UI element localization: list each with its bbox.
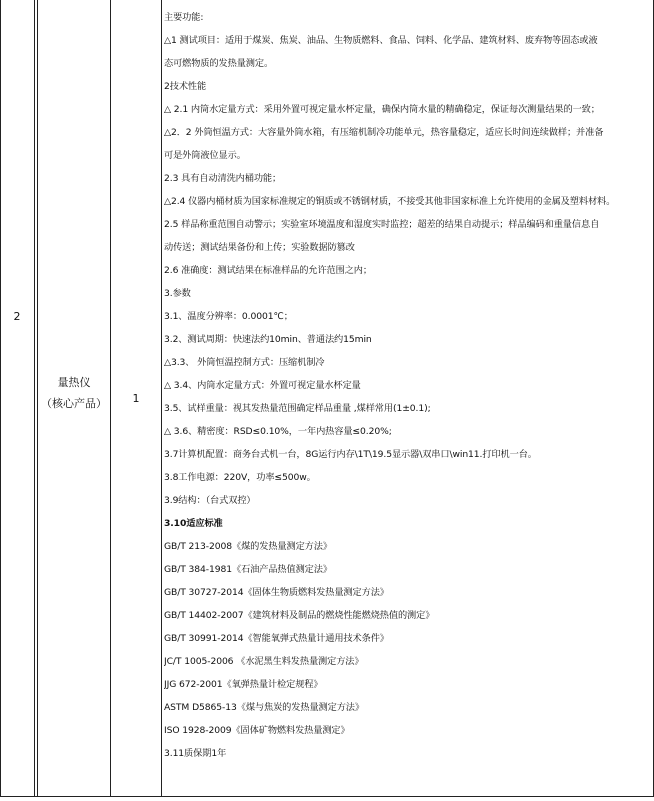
spec-line: GB/T 213-2008《煤的发热量测定方法》 xyxy=(164,541,332,552)
table-border-bottom xyxy=(0,796,654,797)
spec-line: △1 测试项目：适用于煤炭、焦炭、油品、生物质燃料、食品、饲料、化学品、建筑材料、废弃物等固态或液 xyxy=(164,35,598,46)
spec-line: 3.1、温度分辨率：0.0001℃； xyxy=(164,311,293,322)
spec-line: 3.11质保期1年 xyxy=(164,748,227,759)
quantity: 1 xyxy=(132,392,140,405)
spec-line: GB/T 30991-2014《智能氧弹式热量计通用技术条件》 xyxy=(164,633,389,644)
spec-line: △ 3.4、内筒水定量方式：外置可视定量水杯定量 xyxy=(164,380,361,391)
spec-line: 3.8工作电源：220V，功率≤500w。 xyxy=(164,472,316,483)
spec-line: 主要功能: xyxy=(164,12,204,23)
product-name-title: 量热仪 xyxy=(57,376,91,389)
spec-content xyxy=(164,6,652,765)
spec-line: GB/T 384-1981《石油产品热值测定法》 xyxy=(164,564,332,575)
column-divider xyxy=(161,0,162,797)
spec-line: 态可燃物质的发热量测定。 xyxy=(164,58,274,69)
spec-line: △3.3、 外筒恒温控制方式：压缩机制冷 xyxy=(164,357,325,368)
spec-line: 3.10适应标准 xyxy=(164,518,223,529)
spec-line: 3.5、试样重量：视其发热量范围确定样品重量 ,煤样常用(1±0.1); xyxy=(164,403,431,414)
spec-line: 3.参数 xyxy=(164,288,191,299)
spec-line: 2.6 准确度：测试结果在标准样品的允许范围之内； xyxy=(164,265,372,276)
spec-line: 3.7计算机配置：商务台式机一台，8G运行内存\1T\19.5显示器\双串口\win11.打印机一台。 xyxy=(164,449,537,460)
spec-line: △ 3.6、精密度：RSD≤0.10%，一年内热容量≤0.20%; xyxy=(164,426,392,437)
spec-line: ISO 1928-2009《固体矿物燃料发热量测定》 xyxy=(164,725,350,736)
spec-line: 动传送；测试结果备份和上传；实验数据防篡改 xyxy=(164,242,355,253)
spec-line: GB/T 14402-2007《建筑材料及制品的燃烧性能燃烧热值的测定》 xyxy=(164,610,435,621)
spec-line: ASTM D5865-13《煤与焦炭的发热量测定方法》 xyxy=(164,702,364,713)
spec-line: 2技术性能 xyxy=(164,81,207,92)
spec-line: △2.4 仪器内桶材质为国家标准规定的铜质或不锈钢材质，不接受其他非国家标准上允许使用的金属及塑料材料。 xyxy=(164,196,616,207)
column-divider xyxy=(34,0,35,797)
spec-line: JJG 672-2001《氧弹热量计检定规程》 xyxy=(164,679,323,690)
spec-line: 2.5 样品称重范围自动警示；实验室环境温度和湿度实时监控；超差的结果自动提示；样品编码和重量信息自 xyxy=(164,219,600,230)
spec-line: 3.9结构：（台式双控） xyxy=(164,495,256,506)
spec-line: 可是外筒液位显示。 xyxy=(164,150,246,161)
table-border-left xyxy=(0,0,1,797)
spec-line: 2.3 具有自动清洗内桶功能； xyxy=(164,173,282,184)
spec-line: GB/T 30727-2014《固体生物质燃料发热量测定方法》 xyxy=(164,587,389,598)
spec-line: △2．2 外筒恒温方式：大容量外筒水箱，有压缩机制冷功能单元，热容量稳定，适应长时间连续做样；并准备 xyxy=(164,127,604,138)
spec-line: JC/T 1005-2006 《水泥黑生料发热量测定方法》 xyxy=(164,656,364,667)
product-name xyxy=(38,372,110,414)
row-number: 2 xyxy=(13,310,21,323)
spec-line: 3.2、测试周期：快速法约10min、普通法约15min xyxy=(164,334,372,345)
product-name-note: （核心产品） xyxy=(41,397,107,410)
spec-line: △ 2.1 内筒水定量方式：采用外置可视定量水杯定量，确保内筒水量的精确稳定，保证每次测量结果的一致； xyxy=(164,104,600,115)
